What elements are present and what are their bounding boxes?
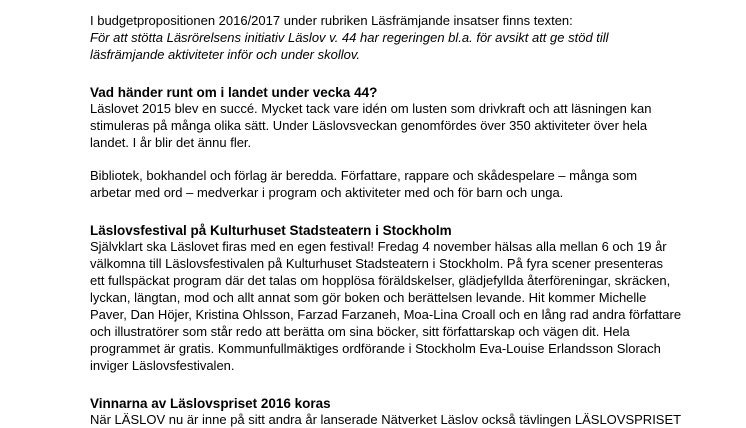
- section-heading: Vad händer runt om i landet under vecka 44?: [90, 84, 690, 101]
- intro-paragraph: [90, 13, 690, 64]
- quote-line: läsfrämjande aktiviteter inför och under skollov.: [90, 47, 690, 64]
- paragraph-line: och illustratörer som står redo att berätta om sina böcker, sitt författarskap och vägen dit. Hela: [90, 324, 690, 341]
- paragraph-line: lyckan, längtan, mod och allt annat som gör boken och berättelsen levande. Hit kommer Michelle: [90, 290, 690, 307]
- paragraph-line: stimuleras på många olika sätt. Under Läslovsveckan genomfördes över 350 aktiviteter över hela: [90, 118, 690, 135]
- paragraph-line: arbetar med ord – medverkar i program och aktiviteter med och för barn och unga.: [90, 185, 690, 202]
- section-heading: Vinnarna av Läslovspriset 2016 koras: [90, 395, 690, 412]
- paragraph-line: Läslovet 2015 blev en succé. Mycket tack vare idén om lusten som drivkraft och att läsningen kan: [90, 101, 690, 118]
- paragraph-line: Paver, Dan Höjer, Kristina Ohlsson, Farzad Farzaneh, Moa-Lina Croall och en lång rad andra författare: [90, 307, 690, 324]
- quote-line: För att stötta Läsrörelsens initiativ Läslov v. 44 har regeringen bl.a. för avsikt att ge stöd till: [90, 30, 690, 47]
- paragraph-line: inviger Läslovsfestivalen.: [90, 358, 690, 375]
- document-page: [90, 13, 690, 428]
- paragraph-line: landet. I år blir det ännu fler.: [90, 135, 690, 152]
- paragraph-line: Självklart ska Läslovet firas med en egen festival! Fredag 4 november hälsas alla mellan 6 och 19 år: [90, 239, 690, 256]
- section-festival: [90, 222, 690, 374]
- paragraph-line: Bibliotek, bokhandel och förlag är beredda. Författare, rappare och skådespelare – många som: [90, 168, 690, 185]
- paragraph-line: välkomna till Läslovsfestivalen på Kulturhuset Stadsteatern i Stockholm. På fyra scener presenteras: [90, 256, 690, 273]
- paragraph-line: programmet är gratis. Kommunfullmäktiges ordförande i Stockholm Eva-Louise Erlandsson Slorach: [90, 341, 690, 358]
- paragraph-line: När LÄSLOV nu är inne på sitt andra år lanserade Nätverket Läslov också tävlingen LÄSLOVSPRISET: [90, 412, 690, 428]
- section-prize: [90, 395, 690, 428]
- intro-line: I budgetpropositionen 2016/2017 under rubriken Läsfrämjande insatser finns texten:: [90, 13, 690, 30]
- paragraph-line: ett fullspäckat program där det talas om hopplösa föräldskelser, glädjefyllda återföreningar, skräcken,: [90, 273, 690, 290]
- section-heading: Läslovsfestival på Kulturhuset Stadsteatern i Stockholm: [90, 222, 690, 239]
- section-what-happens: [90, 84, 690, 203]
